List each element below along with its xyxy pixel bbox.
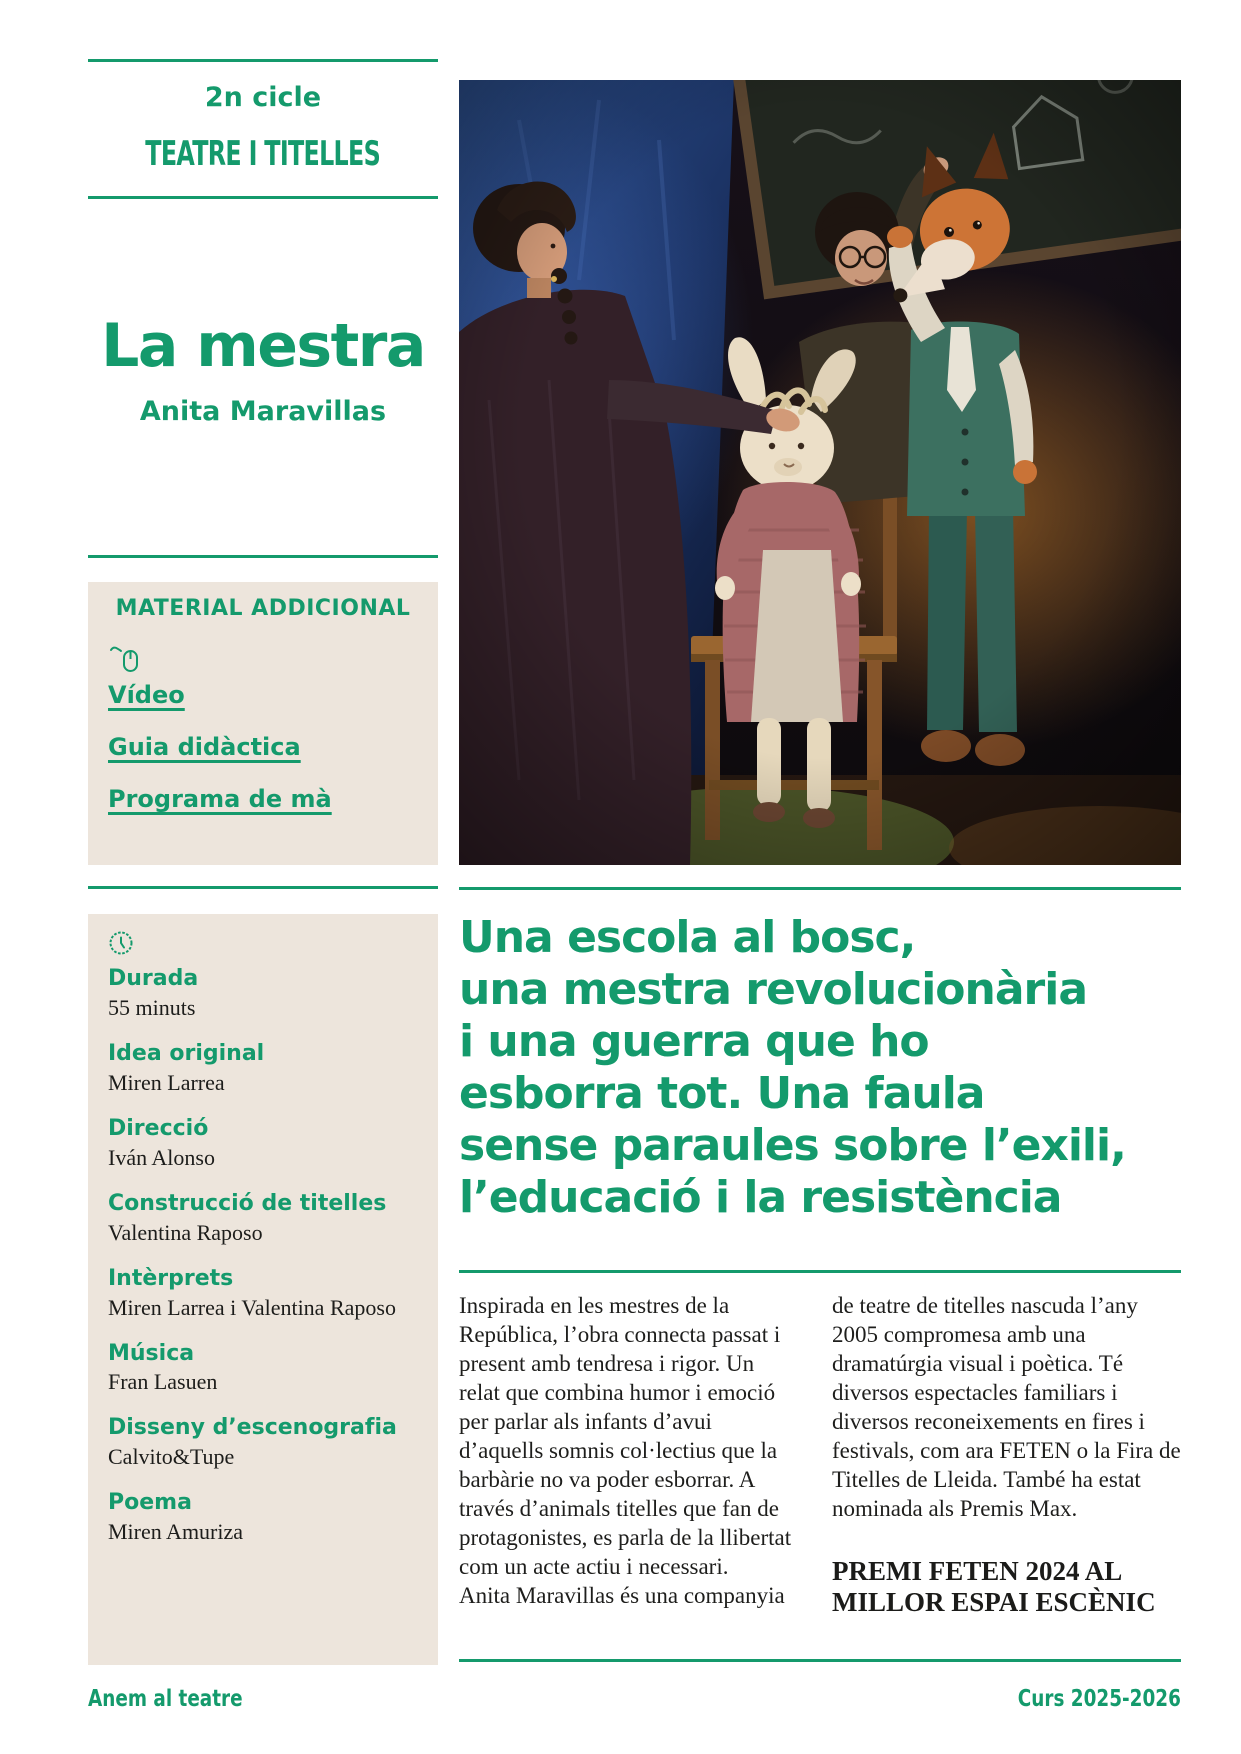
credit-durada [108,966,430,1021]
photo-rule [459,887,1181,890]
credit-label: Poema [108,1490,192,1516]
credit-idea-original [108,1041,430,1096]
body-column-1 [459,1291,799,1618]
headline-line: esborra tot. Una faula [459,1068,985,1119]
headline [459,912,1199,1224]
credit-poema [108,1490,430,1545]
credit-value: Miren Larrea i Valentina Raposo [108,1294,396,1320]
programa-de-ma-link[interactable]: Programa de mà [108,785,332,813]
headline-line: i una guerra que ho [459,1016,929,1067]
credit-label: Intèrprets [108,1265,234,1291]
award-line: PREMI FETEN 2024 AL [832,1556,1123,1586]
body-column-2 [832,1291,1181,1618]
credit-value: Iván Alonso [108,1144,215,1170]
credit-label: Idea original [108,1040,265,1066]
credit-direccio [108,1116,430,1171]
headline-line: l’educació i la resistència [459,1172,1062,1223]
credit-label: Disseny d’escenografia [108,1415,397,1441]
credit-label: Durada [108,966,199,991]
body-text [459,1291,1181,1618]
material-rule [88,555,438,558]
credit-label: Música [108,1340,195,1366]
footer-course-year: Curs 2025-2026 [1017,1686,1181,1712]
puppet-scene-illustration [459,80,1181,865]
headline-line: sense paraules sobre l’exili, [459,1120,1126,1171]
credit-value: 55 minuts [108,994,196,1020]
category-text: TEATRE I TITELLES [145,134,381,174]
production-photo [459,80,1181,865]
video-link[interactable]: Vídeo [108,681,185,709]
top-rule [88,59,438,62]
computer-mouse-icon [108,641,148,677]
credit-construccio [108,1191,430,1246]
credit-value: Valentina Raposo [108,1219,263,1245]
guia-didactica-link[interactable]: Guia didàctica [108,733,301,761]
award-line: MILLOR ESPAI ESCÈNIC [832,1587,1156,1617]
headline-line: Una escola al bosc, [459,912,916,963]
material-box [88,582,438,865]
credits-rule [88,886,438,889]
category-label [88,134,438,174]
page-footer [88,1686,1181,1712]
credit-musica [108,1341,430,1396]
credits-box [88,914,438,1665]
body-paragraph: Inspirada en les mestres de la República, l’obra connecta passat i present amb tendresa i rigor. Un relat que combina humor i emoció per parlar als infants d’avui d’aquells somnis col·lectius que la barbàrie no va poder esborrar. A través d’animals titelles que fan de protagonistes, es parla de la llibertat com un acte actiu i necessari. [459,1293,792,1579]
page-title: La mestra [101,311,425,381]
credit-escenografia [108,1415,430,1470]
award-note [832,1556,1181,1618]
bottom-rule [459,1659,1181,1662]
credit-value: Calvito&Tupe [108,1444,235,1470]
body-paragraph: Anita Maravillas és una companyia [459,1583,785,1608]
headline-line: una mestra revolucionària [459,964,1088,1015]
material-heading: MATERIAL ADDICIONAL [115,596,411,621]
credit-label: Direcció [108,1115,209,1141]
clock-icon [108,930,134,956]
cycle-label: 2n cicle [204,82,322,113]
headline-rule [459,1270,1181,1273]
credit-label: Construcció de titelles [108,1190,387,1216]
masthead-rule [88,196,438,199]
credit-value: Miren Larrea [108,1069,225,1095]
credit-value: Miren Amuriza [108,1519,244,1545]
credit-interprets [108,1266,430,1321]
company-name: Anita Maravillas [139,396,387,427]
credit-value: Fran Lasuen [108,1369,218,1395]
footer-program-name: Anem al teatre [88,1686,243,1712]
body-paragraph: de teatre de titelles nascuda l’any 2005 compromesa amb una dramatúrgia visual i poètica. Té diversos espectacles familiars i diversos reconeixements en fires i festivals, com ara FETEN o la Fira de Titelles de Lleida. També ha estat nominada als Premis Max. [832,1293,1181,1521]
